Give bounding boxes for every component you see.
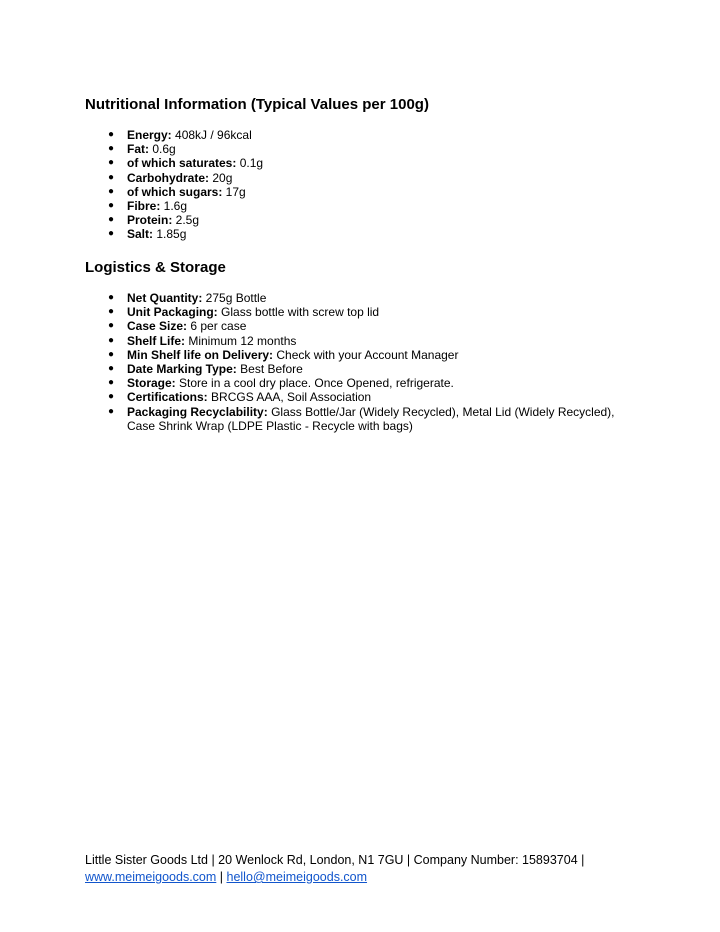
bullet-icon: ● [107,391,115,403]
fact-value: 6 per case [187,319,247,334]
bullet-icon: ● [107,143,115,155]
bullet-icon: ● [107,363,115,375]
fact-label: Certifications: [127,390,208,405]
list-item [105,199,615,213]
fact-label: Energy: [127,128,172,142]
list-item [105,128,615,142]
bullet-icon: ● [107,157,115,169]
fact-value: 0.6g [149,142,176,157]
fact-label: Case Size: [127,319,188,334]
fact-value: Minimum 12 months [185,333,297,348]
page-footer [85,852,645,886]
fact-label: Salt: [127,227,154,242]
fact-value: Store in a cool dry place. Once Opened, refrigerate. [175,376,454,391]
fact-label: Shelf Life: [127,333,186,348]
company-details: Little Sister Goods Ltd | 20 Wenlock Rd, London, N1 7GU | Company Number: 15893704 | [85,853,585,867]
bullet-icon: ● [107,320,115,332]
bullet-icon: ● [107,348,115,360]
fact-value: 1.6g [160,199,188,214]
list-item [105,319,615,333]
list-item [105,213,615,227]
list-item [105,171,615,185]
list-item [105,348,615,362]
list-item [105,291,615,305]
fact-label: Min Shelf life on Delivery: [127,347,274,362]
fact-value: 2.5g [172,213,200,228]
fact-label: Protein: [127,213,173,228]
bullet-icon: ● [107,171,115,183]
list-item [105,142,615,156]
bullet-icon: ● [107,228,115,240]
list-item [105,305,615,319]
fact-label: Carbohydrate: [127,170,210,185]
logistics-heading: Logistics & Storage [85,259,226,276]
fact-value: Glass Bottle/Jar (Widely Recycled), Metal Lid (Widely Recycled), Case Shrink Wrap (LDPE Plastic - Recycle with bags) [127,404,615,433]
list-item [105,390,615,404]
fact-value: 275g Bottle [202,291,267,305]
footer-links [85,869,645,886]
fact-value: 0.1g [236,156,264,171]
nutrition-list [105,128,615,242]
fact-label: Packaging Recyclability: [127,404,268,419]
fact-value: 1.85g [153,227,187,242]
list-item [105,156,615,170]
list-item [105,362,615,376]
fact-label: Fibre: [127,199,161,214]
bullet-icon: ● [107,405,115,417]
fact-label: Net Quantity: [127,291,203,305]
bullet-icon: ● [107,306,115,318]
fact-value: Best Before [236,362,303,377]
fact-label: Unit Packaging: [127,305,218,320]
bullet-icon: ● [107,200,115,212]
fact-label: of which saturates: [127,156,237,171]
list-item [105,405,615,433]
fact-value: 17g [222,184,246,199]
bullet-icon: ● [107,334,115,346]
bullet-icon: ● [107,185,115,197]
fact-value: 408kJ / 96kcal [171,128,252,142]
bullet-icon: ● [107,129,115,140]
bullet-icon: ● [107,214,115,226]
list-item [105,227,615,241]
list-item [105,334,615,348]
fact-label: of which sugars: [127,184,223,199]
website-link[interactable]: www.meimeigoods.com [85,870,217,884]
fact-value: BRCGS AAA, Soil Association [207,390,372,405]
list-item [105,185,615,199]
fact-label: Storage: [127,376,176,391]
email-link[interactable]: hello@meimeigoods.com [226,870,368,884]
fact-label: Date Marking Type: [127,362,237,377]
fact-value: Glass bottle with screw top lid [217,305,380,320]
logistics-list [105,291,615,433]
link-separator: | [216,870,227,884]
fact-value: 20g [209,170,233,185]
fact-label: Fat: [127,142,149,157]
bullet-icon: ● [107,377,115,389]
bullet-icon: ● [107,292,115,303]
fact-value: Check with your Account Manager [273,347,459,362]
nutrition-heading: Nutritional Information (Typical Values per 100g) [85,96,429,113]
list-item [105,376,615,390]
